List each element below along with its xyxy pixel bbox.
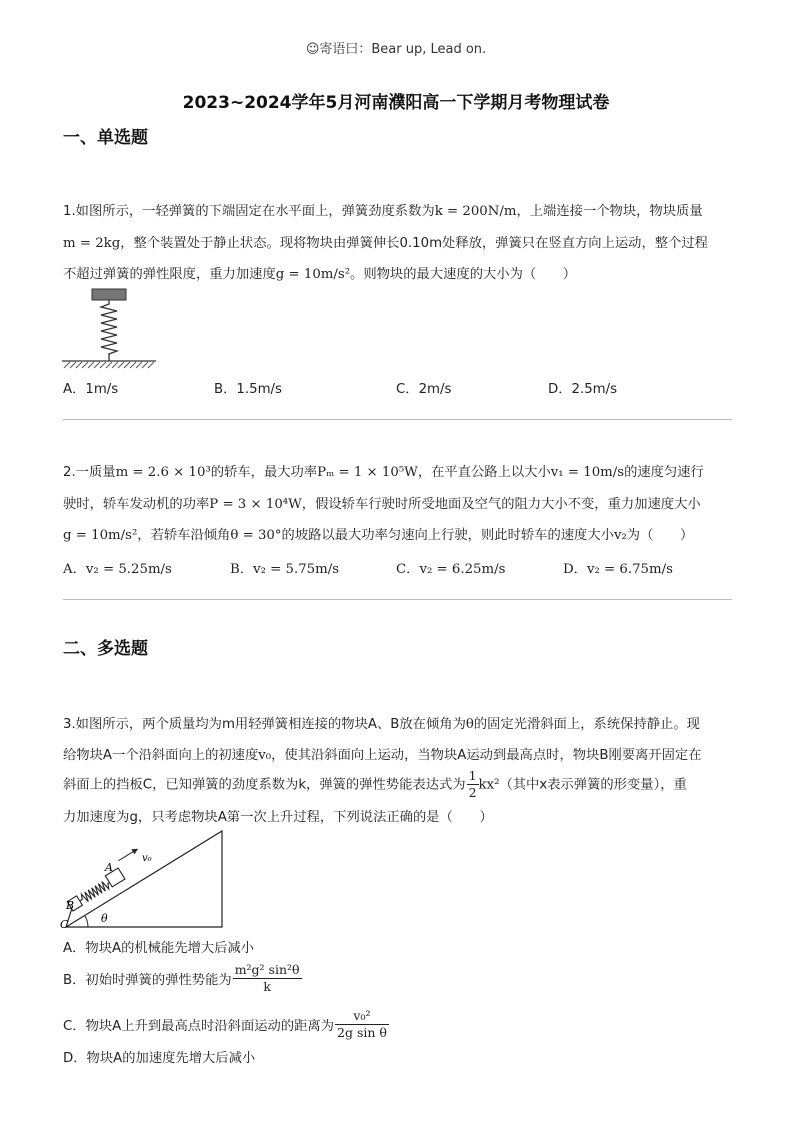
q2-formula-theta: θ = 30°: [230, 528, 282, 543]
q2-option-b[interactable]: B．v₂ = 5.75m/s: [230, 562, 340, 577]
q2-formula-v1: v₁ = 10m/s: [550, 465, 625, 480]
q1-formula-m: m = 2kg: [63, 236, 121, 251]
q3-label-theta: θ: [101, 912, 108, 925]
q2-formula-v2: v₂: [613, 528, 627, 543]
q2-option-a[interactable]: A．v₂ = 5.25m/s: [63, 562, 172, 577]
q3-incline-figure: [58, 828, 228, 930]
q3-formula-kx2: kx²: [478, 777, 500, 793]
q1-spring: [101, 300, 117, 361]
q1-option-a[interactable]: A．1m/s: [63, 382, 119, 397]
q1-option-d[interactable]: D．2.5m/s: [548, 382, 618, 397]
q3-label-v0: v₀: [142, 853, 152, 864]
q2-formula-m: m = 2.6 × 10³: [115, 465, 211, 480]
q1-spring-figure: [60, 285, 160, 371]
q1-option-b[interactable]: B．1.5m/s: [214, 382, 282, 397]
q3-option-b[interactable]: B．初始时弹簧的弹性势能为 $\frac{\text{m²g² sin²θ}}{k}$: [63, 962, 300, 994]
q3-line-1: 3.如图所示，两个质量均为m用轻弹簧相连接的物块A、B放在倾角为θ的固定光滑斜面上，系统保持静止。现: [63, 717, 700, 732]
divider: [63, 599, 732, 600]
q3-arrow-head: [131, 846, 139, 854]
q3-fraction-half: $\frac{1}{2}$: [468, 768, 477, 800]
q3-option-c[interactable]: C．物块A上升到最高点时沿斜面运动的距离为 $\frac{\text{v₀²}}{\text{2g sin θ}}$: [63, 1008, 387, 1040]
motto: ☺寄语曰：Bear up, Lead on.: [305, 42, 487, 57]
section-heading-single: 一、单选题: [63, 128, 148, 148]
divider: [63, 419, 732, 420]
q2-option-c[interactable]: C．v₂ = 6.25m/s: [396, 562, 506, 577]
q1-block: [92, 289, 126, 300]
q3-formula-v0: v₀: [258, 748, 272, 763]
q3-label-b: B: [66, 899, 75, 912]
q1-option-c[interactable]: C．2m/s: [396, 382, 452, 397]
q1-formula-k: k = 200N/m: [434, 204, 517, 219]
q3-angle-arc: [85, 916, 88, 927]
q2-formula-pm: Pₘ = 1 × 10⁵W: [317, 465, 418, 480]
q1-ground-hatch: [64, 362, 154, 368]
q3-line-2: 给物块A一个沿斜面向上的初速度v₀，使其沿斜面向上运动，当物块A运动到最高点时，物块B刚要离开固定在: [63, 748, 702, 763]
q3-incline: [66, 831, 222, 927]
q2-formula-g: g = 10m/s²: [63, 528, 138, 543]
q2-line-2: 驶时，轿车发动机的功率P = 3 × 10⁴W，假设轿车行驶时所受地面及空气的阻力大小不变，重力加速度大小: [63, 497, 701, 512]
q3-option-d[interactable]: D．物块A的加速度先增大后减小: [63, 1051, 256, 1066]
q3-velocity-arrow: [118, 852, 132, 861]
q3-formula-theta: θ: [465, 717, 474, 732]
q2-formula-p: P = 3 × 10⁴W: [209, 497, 302, 512]
q3-option-b-fraction: $\frac{\text{m²g² sin²θ}}{k}$: [234, 962, 300, 994]
q1-formula-g: g = 10m/s²: [275, 267, 351, 282]
q3-option-a[interactable]: A．物块A的机械能先增大后减小: [63, 941, 255, 956]
q3-line-3: 斜面上的挡板C，已知弹簧的劲度系数为k，弹簧的弹性势能表达式为 $\frac{1}{2}$ kx²（其中x表示弹簧的形变量），重: [63, 768, 687, 800]
q2-line-3: g = 10m/s²，若轿车沿倾角θ = 30°的坡路以最大功率匀速向上行驶，则此时轿车的速度大小v₂为（ ）: [63, 528, 694, 543]
page-title: 2023~2024学年5月河南濮阳高一下学期月考物理试卷: [182, 93, 610, 113]
q3-label-c: C: [60, 918, 69, 930]
q1-line-1: 1.如图所示，一轻弹簧的下端固定在水平面上，弹簧劲度系数为k = 200N/m，上端连接一个物块，物块质量: [63, 204, 703, 219]
q1-line-3: 不超过弹簧的弹性限度，重力加速度g = 10m/s²。则物块的最大速度的大小为（ ）: [63, 267, 577, 282]
q2-option-d[interactable]: D．v₂ = 6.75m/s: [563, 562, 673, 577]
q3-option-c-fraction: $\frac{\text{v₀²}}{\text{2g sin θ}}$: [337, 1008, 387, 1040]
section-heading-multi: 二、多选题: [63, 639, 148, 659]
q2-line-1: 2.一质量m = 2.6 × 10³的轿车，最大功率Pₘ = 1 × 10⁵W，在平直公路上以大小v₁ = 10m/s的速度匀速行: [63, 465, 704, 480]
q1-line-2: m = 2kg，整个装置处于静止状态。现将物块由弹簧伸长0.10m处释放，弹簧只在竖直方向上运动，整个过程: [63, 236, 708, 251]
q3-label-a: A: [105, 861, 113, 874]
q3-line-4: 力加速度为g，只考虑物块A第一次上升过程，下列说法正确的是（ ）: [63, 810, 493, 825]
